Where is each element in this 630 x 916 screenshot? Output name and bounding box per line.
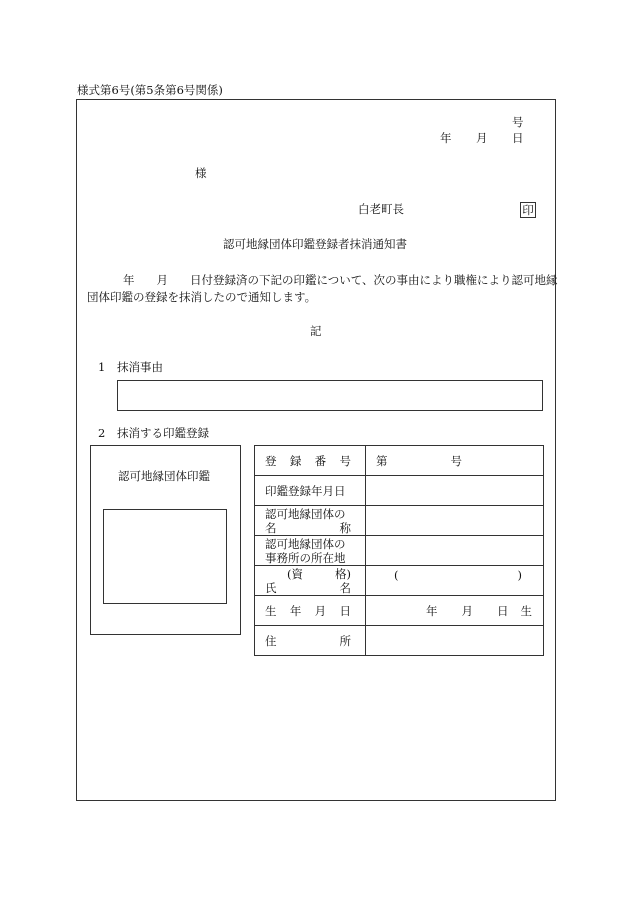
table-row <box>255 446 544 476</box>
qualification-paren-close: ) <box>517 568 522 582</box>
reg-number-char: 号 <box>339 453 351 468</box>
date-month-label: 月 <box>476 131 488 145</box>
reg-number-char: 番 <box>314 453 327 468</box>
table-row <box>255 506 544 536</box>
seal-mark: 印 <box>520 202 536 218</box>
address-label-b: 所 <box>339 633 351 648</box>
qualification-paren-open: ( <box>394 568 399 582</box>
org-name-label-b: 称 <box>339 520 351 535</box>
birthdate-char: 年 <box>289 603 302 618</box>
addressee-suffix: 様 <box>195 166 207 180</box>
birthdate-month: 月 <box>461 603 473 618</box>
section1-label: 抹消事由 <box>117 360 163 374</box>
reg-number-dai: 第 <box>376 453 388 468</box>
date-year-label: 年 <box>440 131 452 145</box>
office-address-label <box>255 536 366 566</box>
table-row <box>255 536 544 566</box>
office-address-label-line1: 認可地縁団体の <box>265 536 346 551</box>
birthdate-value[interactable] <box>366 596 544 626</box>
birthdate-char: 日 <box>339 603 351 618</box>
reg-number-value[interactable] <box>366 446 544 476</box>
number-label: 号 <box>512 115 524 129</box>
org-name-value[interactable] <box>366 506 544 536</box>
table-row <box>255 566 544 596</box>
reg-number-char: 登 <box>265 453 277 468</box>
registration-table <box>254 445 544 656</box>
reason-field[interactable] <box>117 380 543 411</box>
birthdate-char: 月 <box>314 603 327 618</box>
body-year: 年 <box>123 273 135 287</box>
address-label-a: 住 <box>265 633 277 648</box>
org-name-label-line1: 認可地縁団体の <box>265 506 346 521</box>
address-value[interactable] <box>366 626 544 656</box>
representative-value[interactable] <box>366 566 544 596</box>
representative-label <box>255 566 366 596</box>
reg-number-label <box>255 446 366 476</box>
birthdate-label <box>255 596 366 626</box>
body-sentence: 日付登録済の下記の印鑑について、次の事由により職権により認可地縁団体印鑑の登録を抹消したので通知します。 <box>87 273 558 304</box>
org-name-label-a: 名 <box>265 520 277 535</box>
reg-number-char: 録 <box>289 453 302 468</box>
table-row <box>255 596 544 626</box>
table-row <box>255 626 544 656</box>
person-name-mei: 名 <box>339 580 351 595</box>
table-row <box>255 476 544 506</box>
org-name-label <box>255 506 366 536</box>
person-name-shi: 氏 <box>265 580 277 595</box>
document-title: 認可地縁団体印鑑登録者抹消通知書 <box>223 237 407 251</box>
qualification-open: (資 <box>287 566 303 581</box>
reg-number-go: 号 <box>450 453 462 468</box>
body-text <box>87 272 563 306</box>
birthdate-sei: 生 <box>520 603 532 618</box>
office-address-value[interactable] <box>366 536 544 566</box>
sender-name: 白老町長 <box>358 202 404 216</box>
seal-impression-label: 認可地縁団体印鑑 <box>118 469 210 483</box>
form-label: 様式第6号(第5条第6号関係) <box>77 83 223 97</box>
section1-number: 1 <box>98 360 106 374</box>
birthdate-year: 年 <box>426 603 438 618</box>
date-day-label: 日 <box>512 131 524 145</box>
section2-number: 2 <box>98 426 106 440</box>
body-month: 月 <box>156 273 168 287</box>
reg-date-label: 印鑑登録年月日 <box>255 476 366 506</box>
birthdate-day: 日 <box>497 603 509 618</box>
office-address-label-line2: 事務所の所在地 <box>265 550 346 565</box>
ki-label: 記 <box>310 324 322 338</box>
seal-impression-area[interactable] <box>103 509 227 604</box>
address-label <box>255 626 366 656</box>
qualification-close: 格) <box>335 566 351 581</box>
birthdate-char: 生 <box>265 603 277 618</box>
section2-label: 抹消する印鑑登録 <box>117 426 209 440</box>
reg-date-value[interactable] <box>366 476 544 506</box>
